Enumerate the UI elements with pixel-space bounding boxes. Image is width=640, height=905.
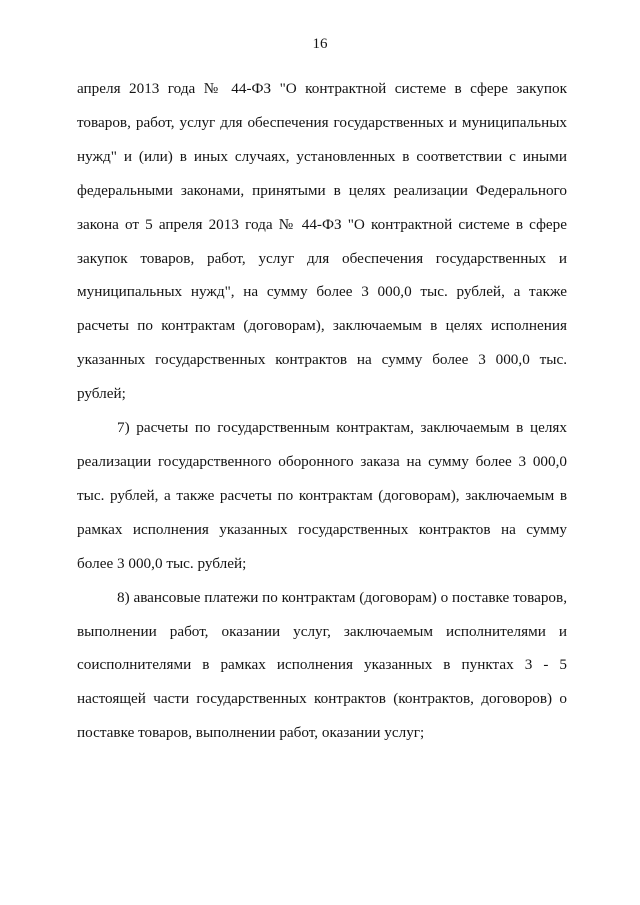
paragraph-item-7: 7) расчеты по государственным контрактам, заключаемым в целях реализации государственного оборонного заказа на сумму более 3 000,0 тыс. рублей, а также расчеты по контрактам (договорам), заключаемым в рамках исполнения указанных государственных контрактов на сумму более 3 000,0 тыс. рублей;: [77, 419, 567, 572]
page-number: 16: [312, 36, 328, 52]
paragraph-continuation: апреля 2013 года № 44-ФЗ "О контрактной системе в сфере закупок товаров, работ, услуг для обеспечения государственных и муниципальных нужд" и (или) в иных случаях, установленных в соответствии с иными федеральными законами, принятыми в целях реализации Федерального закона от 5 апреля 2013 года № 44-ФЗ "О контрактной системе в сфере закупок товаров, работ, услуг для обеспечения государственных и муниципальных нужд", на сумму более 3 000,0 тыс. рублей, а также расчеты по контрактам (договорам), заключаемым в целях исполнения указанных государственных контрактов на сумму более 3 000,0 тыс. рублей;: [77, 80, 567, 403]
paragraph-item-8: 8) авансовые платежи по контрактам (договорам) о поставке товаров, выполнении работ, оказании услуг, заключаемым исполнителями и соисполнителями в рамках исполнения указанных в пунктах 3 - 5 настоящей части государственных контрактов (контрактов, договоров) о поставке товаров, выполнении работ, оказании услуг;: [77, 588, 567, 742]
document-body: [77, 72, 567, 750]
